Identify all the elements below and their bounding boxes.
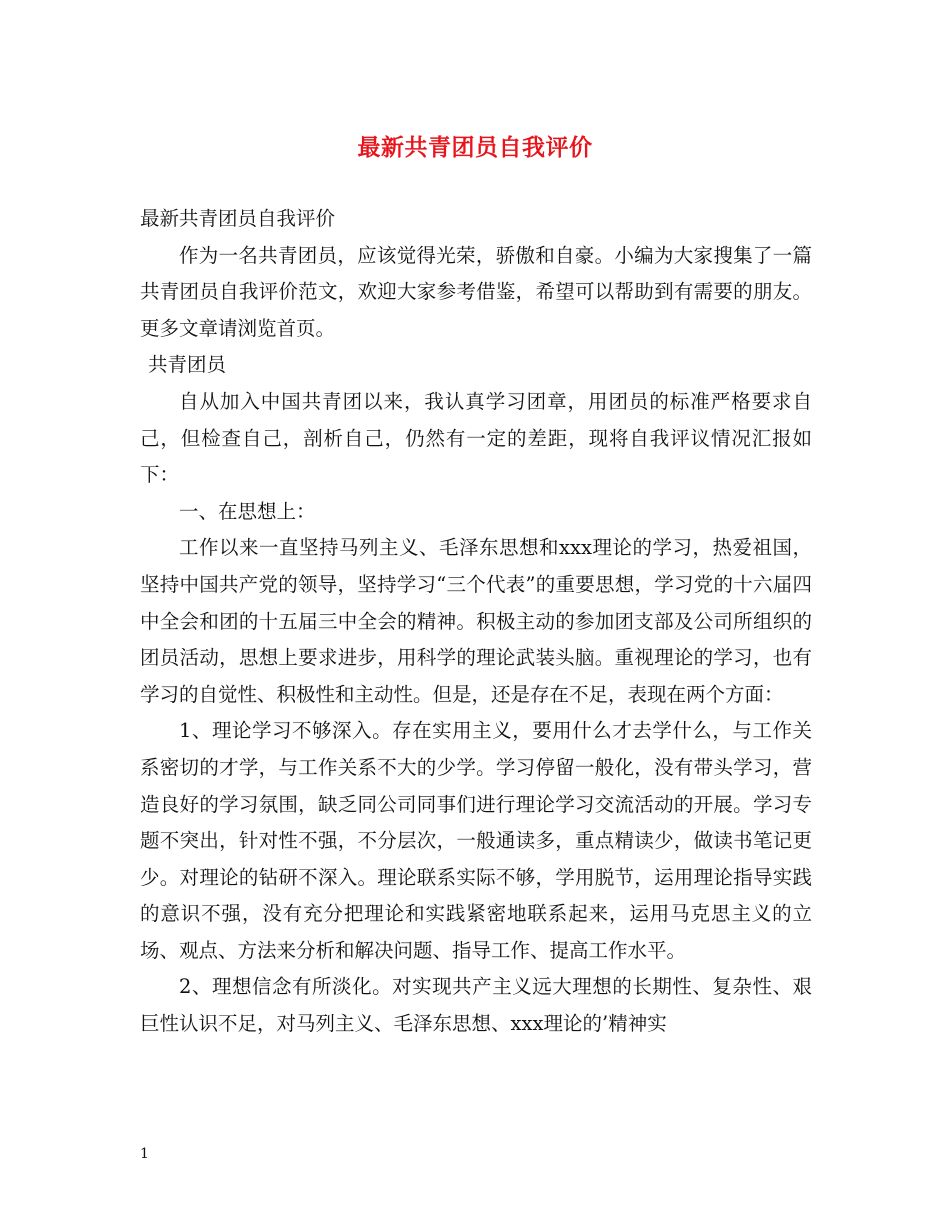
paragraph-thought: 工作以来一直坚持马列主义、毛泽东思想和xxx理论的学习，热爱祖国，坚持中国共产党的领导，坚持学习“三个代表”的重要思想，学习党的十六届四中全会和团的十五届三中全会的精神。积极主动的参加团支部及公司所组织的团员活动，思想上要求进步，用科学的理论武装头脑。重视理论的学习，也有学习的自觉性、积极性和主动性。但是，还是存在不足，表现在两个方面：	[140, 536, 812, 706]
section-heading-thought: 一、在思想上：	[179, 499, 316, 523]
document-title: 最新共青团员自我评价	[357, 134, 593, 161]
document-subtitle: 最新共青团员自我评价	[140, 207, 336, 230]
paragraph-self-review: 自从加入中国共青团以来，我认真学习团章，用团员的标准严格要求自己，但检查自己，剖析自己，仍然有一定的差距，现将自我评议情况汇报如下：	[140, 389, 812, 487]
page-number: 1	[140, 1146, 149, 1162]
paragraph-intro: 作为一名共青团员，应该觉得光荣，骄傲和自豪。小编为大家搜集了一篇共青团员自我评价范文，欢迎大家参考借鉴，希望可以帮助到有需要的朋友。更多文章请浏览首页。	[140, 243, 812, 340]
paragraph-point-2: 2、理想信念有所淡化。对实现共产主义远大理想的长期性、复杂性、艰巨性认识不足，对马列主义、毛泽东思想、xxx理论的’精神实	[140, 975, 812, 1036]
paragraph-point-1: 1、理论学习不够深入。存在实用主义，要用什么才去学什么，与工作关系密切的才学，与工作关系不大的少学。学习停留一般化，没有带头学习，营造良好的学习氛围，缺乏同公司同事们进行理论学习交流活动的开展。学习专题不突出，针对性不强，不分层次，一般通读多，重点精读少，做读书笔记更少。对理论的钻研不深入。理论联系实际不够，学用脱节，运用理论指导实践的意识不强，没有充分把理论和实践紧密地联系起来，运用马克思主义的立场、观点、方法来分析和解决问题、指导工作、提高工作水平。	[140, 719, 812, 962]
section-label-member: 共青团员	[148, 353, 227, 377]
document-body	[140, 201, 812, 1043]
